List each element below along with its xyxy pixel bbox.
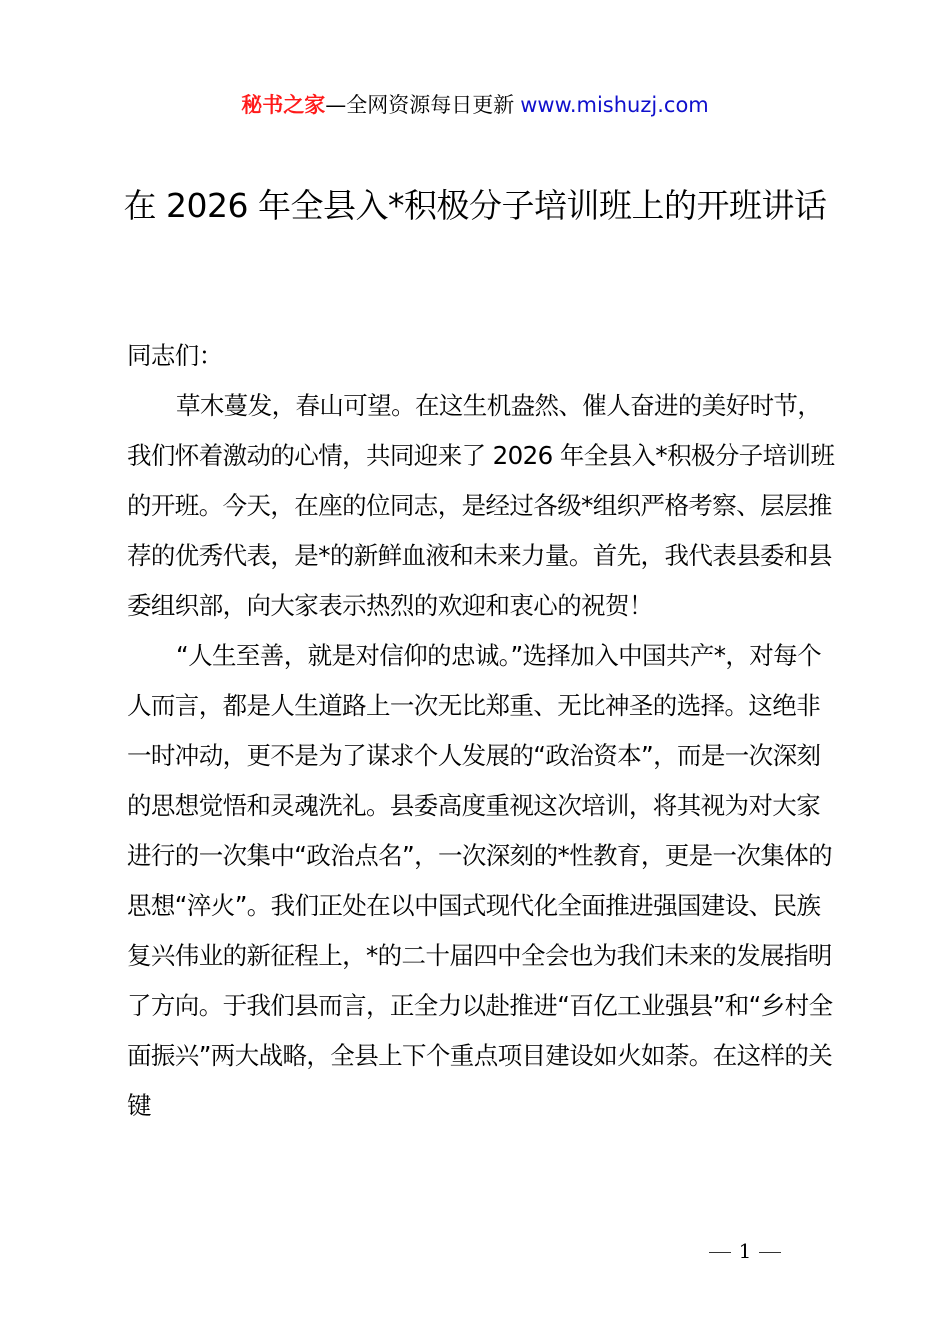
document-body xyxy=(127,331,837,1131)
banner-tagline: —全网资源每日更新 xyxy=(325,93,515,117)
site-banner xyxy=(0,88,950,122)
salutation: 同志们： xyxy=(127,341,223,370)
page-dash-left xyxy=(709,1252,731,1253)
document-title: 在 2026 年全县入*积极分子培训班上的开班讲话 xyxy=(123,186,827,225)
paragraph: 草木蔓发，春山可望。在这生机盎然、催人奋进的美好时节，我们怀着激动的心情，共同迎来了 2026 年全县入*积极分子培训班的开班。今天，在座的位同志，是经过各级*组织严格考察、层层推荐的优秀代表，是*的新鲜血液和未来力量。首先，我代表县委和县委组织部，向大家表示热烈的欢迎和衷心的祝贺！ xyxy=(127,391,835,620)
page-dash-right xyxy=(759,1252,781,1253)
brand-name: 秘书之家 xyxy=(241,93,326,117)
paragraph: “人生至善，就是对信仰的忠诚。”选择加入中国共产*，对每个人而言，都是人生道路上一次无比郑重、无比神圣的选择。这绝非一时冲动，更不是为了谋求个人发展的“政治资本”，而是一次深刻的思想觉悟和灵魂洗礼。县委高度重视这次培训，将其视为对大家进行的一次集中“政治点名”，一次深刻的*性教育，更是一次集体的思想“淬火”。我们正处在以中国式现代化全面推进强国建设、民族复兴伟业的新征程上，*的二十届四中全会也为我们未来的发展指明了方向。于我们县而言，正全力以赴推进“百亿工业强县”和“乡村全面振兴”两大战略，全县上下个重点项目建设如火如荼。在这样的关键 xyxy=(127,641,833,1120)
page-number-footer xyxy=(700,1236,790,1266)
site-url-link[interactable]: www.mishuzj.com xyxy=(520,93,709,117)
page-number: 1 xyxy=(738,1239,752,1263)
